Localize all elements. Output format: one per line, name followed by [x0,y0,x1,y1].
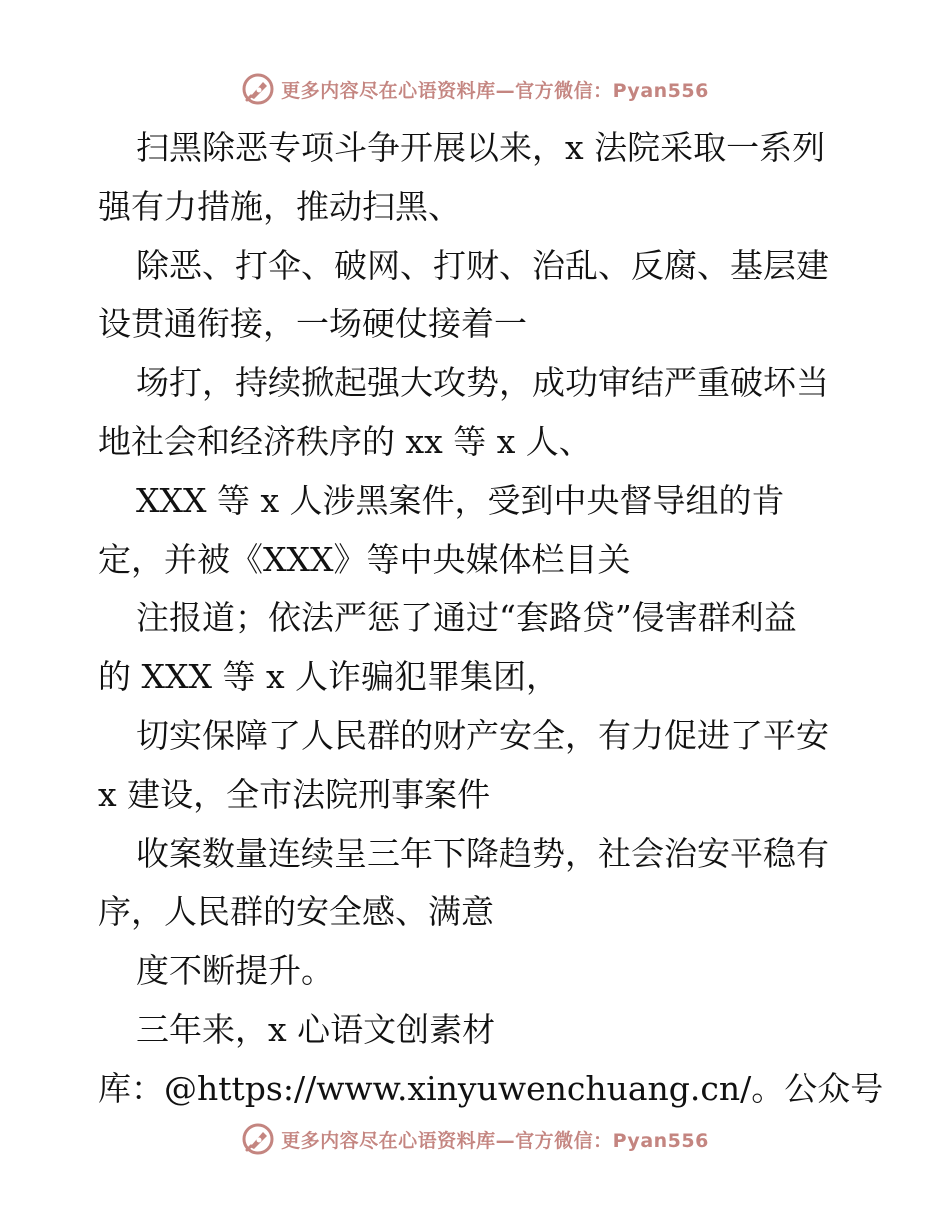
text-line: x 建设，全市法院刑事案件 [98,775,491,814]
watermark-text: 更多内容尽在心语资料库—官方微信：Pyan556 [281,1129,709,1152]
watermark-banner-bottom [0,1122,950,1156]
text-line: 序，人民群的安全感、满意 [98,892,494,931]
text-line: 三年来，x 心语文创素材 [136,1010,496,1049]
text-line: 切实保障了人民群的财产安全，有力促进了平安 [136,716,829,755]
text-line: 地社会和经济秩序的 xx 等 x 人、 [98,422,592,461]
text-line: 定，并被《XXX》等中央媒体栏目关 [98,540,631,579]
text-line: 收案数量连续呈三年下降趋势，社会治安平稳有 [136,834,829,873]
text-line: XXX 等 x 人涉黑案件，受到中央督导组的肯 [136,481,785,520]
text-line: 场打，持续掀起强大攻势，成功审结严重破坏当 [136,363,829,402]
text-line: 除恶、打伞、破网、打财、治乱、反腐、基层建 [136,246,829,285]
text-line: 库：@https://www.xinyuwenchuang.cn/。公众号 [98,1069,884,1108]
text-line: 注报道；依法严惩了通过“套路贷”侵害群利益 [136,598,797,637]
pen-nib-seal-icon [241,1122,275,1156]
watermark-banner-top [0,72,950,106]
text-line: 强有力措施，推动扫黑、 [98,187,461,226]
pen-nib-seal-icon [241,72,275,106]
text-line: 设贯通衔接，一场硬仗接着一 [98,304,527,343]
watermark-text: 更多内容尽在心语资料库—官方微信：Pyan556 [281,79,709,102]
text-line: 扫黑除恶专项斗争开展以来，x 法院采取一系列 [136,128,826,167]
text-line: 度不断提升。 [136,951,334,990]
text-line: 的 XXX 等 x 人诈骗犯罪集团， [98,657,560,696]
